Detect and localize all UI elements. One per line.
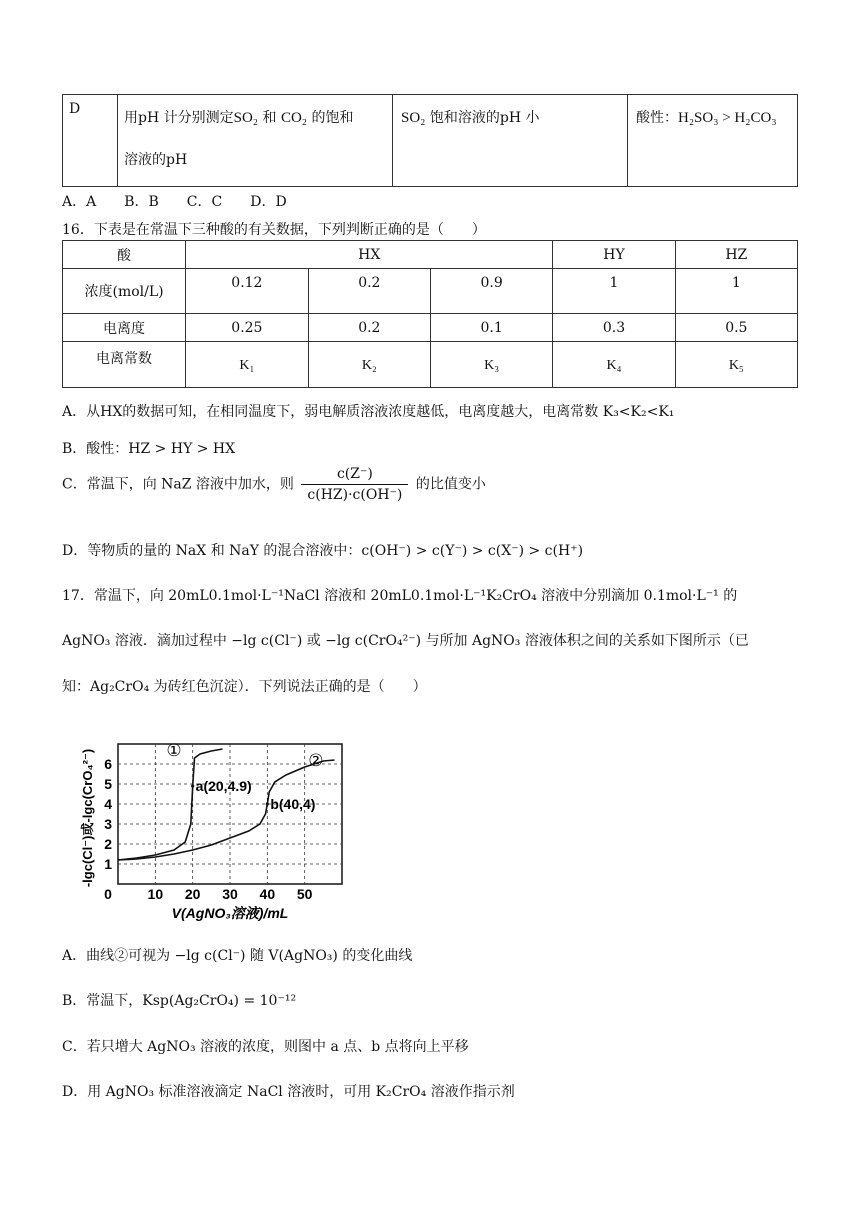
titration-chart: [70, 712, 370, 924]
ionization-constant-label: 电离常数: [63, 342, 186, 388]
header-acid: 酸: [63, 241, 186, 269]
conc-cell: 0.2: [308, 269, 430, 314]
x-tick-label: 20: [184, 886, 201, 902]
conc-cell: 1: [675, 269, 797, 314]
k-cell: K₃: [430, 342, 552, 388]
q17-option-a: A．曲线②可视为 −lg c(Cl⁻) 随 V(AgNO₃) 的变化曲线: [62, 948, 413, 964]
header-hx: HX: [186, 241, 553, 269]
x-axis-label: V(AgNO₃溶液)/mL: [171, 905, 289, 921]
annotation-label-a: a(20,4.9): [195, 778, 252, 794]
x-tick-label: 50: [296, 886, 313, 902]
conc-cell: 1: [553, 269, 675, 314]
q17-stem-line3: 知：Ag₂CrO₄ 为砖红色沉淀）．下列说法正确的是（ ）: [62, 679, 427, 695]
q16-stem: 16．下表是在常温下三种酸的有关数据，下列判断正确的是（ ）: [62, 222, 486, 238]
series-label-1: ①: [166, 741, 182, 760]
annotation-label-b: b(40,4): [270, 796, 316, 812]
x-tick-label: 10: [147, 886, 164, 902]
ionization-degree-label: 电离度: [63, 314, 186, 342]
annotation-point: [191, 784, 194, 787]
header-hz: HZ: [675, 241, 797, 269]
q16-option-c: C．常温下，向 NaZ 溶液中加水，则 $\frac{c(Z^-)}{c(HZ)\cdot c(OH^-)}$ 的比值变小: [62, 466, 486, 503]
conc-cell: 0.12: [186, 269, 309, 314]
q17-stem-line2: AgNO₃ 溶液．滴加过程中 −lg c(Cl⁻) 或 −lg c(CrO₄²⁻) 与所加 AgNO₃ 溶液体积之间的关系如下图所示（已: [62, 633, 749, 649]
degree-cell: 0.25: [186, 314, 309, 342]
q15-options: A．A B．B C．C D．D: [62, 194, 287, 210]
concentration-label: 浓度(mol/L): [63, 269, 186, 314]
y-axis-label: -lgc(Cl⁻)或-lgc(CrO₄²⁻): [80, 748, 95, 888]
row-label-d: D: [63, 95, 118, 187]
y-tick-label: 1: [104, 856, 112, 872]
experiment-cell: 用pH 计分别测定SO₂ 和 CO₂ 的饱和 溶液的pH: [118, 95, 393, 187]
conc-cell: 0.9: [430, 269, 552, 314]
ratio-fraction: $\frac{c(Z^-)}{c(HZ)\cdot c(OH^-)}$: [301, 466, 408, 503]
q17-option-c: C．若只增大 AgNO₃ 溶液的浓度，则图中 a 点、b 点将向上平移: [62, 1039, 469, 1055]
x-tick-label: 40: [259, 886, 276, 902]
phenomenon-cell: SO₂ 饱和溶液的pH 小: [393, 95, 628, 187]
degree-cell: 0.2: [308, 314, 430, 342]
degree-cell: 0.3: [553, 314, 675, 342]
degree-cell: 0.1: [430, 314, 552, 342]
conclusion-cell: 酸性：H₂SO₃ > H₂CO₃: [628, 95, 798, 187]
annotation-point: [266, 802, 269, 805]
q16-table: [62, 240, 798, 388]
k-cell: K₄: [553, 342, 675, 388]
header-hy: HY: [553, 241, 675, 269]
q17-option-d: D．用 AgNO₃ 标准溶液滴定 NaCl 溶液时，可用 K₂CrO₄ 溶液作指示剂: [62, 1084, 515, 1100]
k-cell: K₅: [675, 342, 797, 388]
x-tick-label: 0: [104, 886, 112, 902]
q16-option-b: B．酸性：HZ > HY > HX: [62, 441, 236, 457]
y-tick-label: 2: [104, 836, 112, 852]
y-tick-label: 5: [104, 776, 112, 792]
q17-stem-line1: 17．常温下，向 20mL0.1mol·L⁻¹NaCl 溶液和 20mL0.1mol·L⁻¹K₂CrO₄ 溶液中分别滴加 0.1mol·L⁻¹ 的: [62, 588, 738, 604]
series-line-1: [118, 749, 223, 860]
k-cell: K₂: [308, 342, 430, 388]
q16-option-a: A．从HX的数据可知，在相同温度下，弱电解质溶液浓度越低，电离度越大，电离常数 K₃<K₂<K₁: [62, 404, 675, 420]
series-label-2: ②: [308, 751, 324, 770]
y-tick-label: 4: [104, 796, 112, 812]
q17-option-b: B．常温下，Ksp(Ag₂CrO₄) = 10⁻¹²: [62, 993, 297, 1009]
x-tick-label: 30: [222, 886, 238, 902]
k-cell: K₁: [186, 342, 309, 388]
q16-option-d: D．等物质的量的 NaX 和 NaY 的混合溶液中：c(OH⁻) > c(Y⁻) > c(X⁻) > c(H⁺): [62, 543, 584, 559]
y-tick-label: 3: [104, 816, 112, 832]
option-d-table: [62, 94, 798, 187]
degree-cell: 0.5: [675, 314, 797, 342]
y-tick-label: 6: [104, 756, 112, 772]
